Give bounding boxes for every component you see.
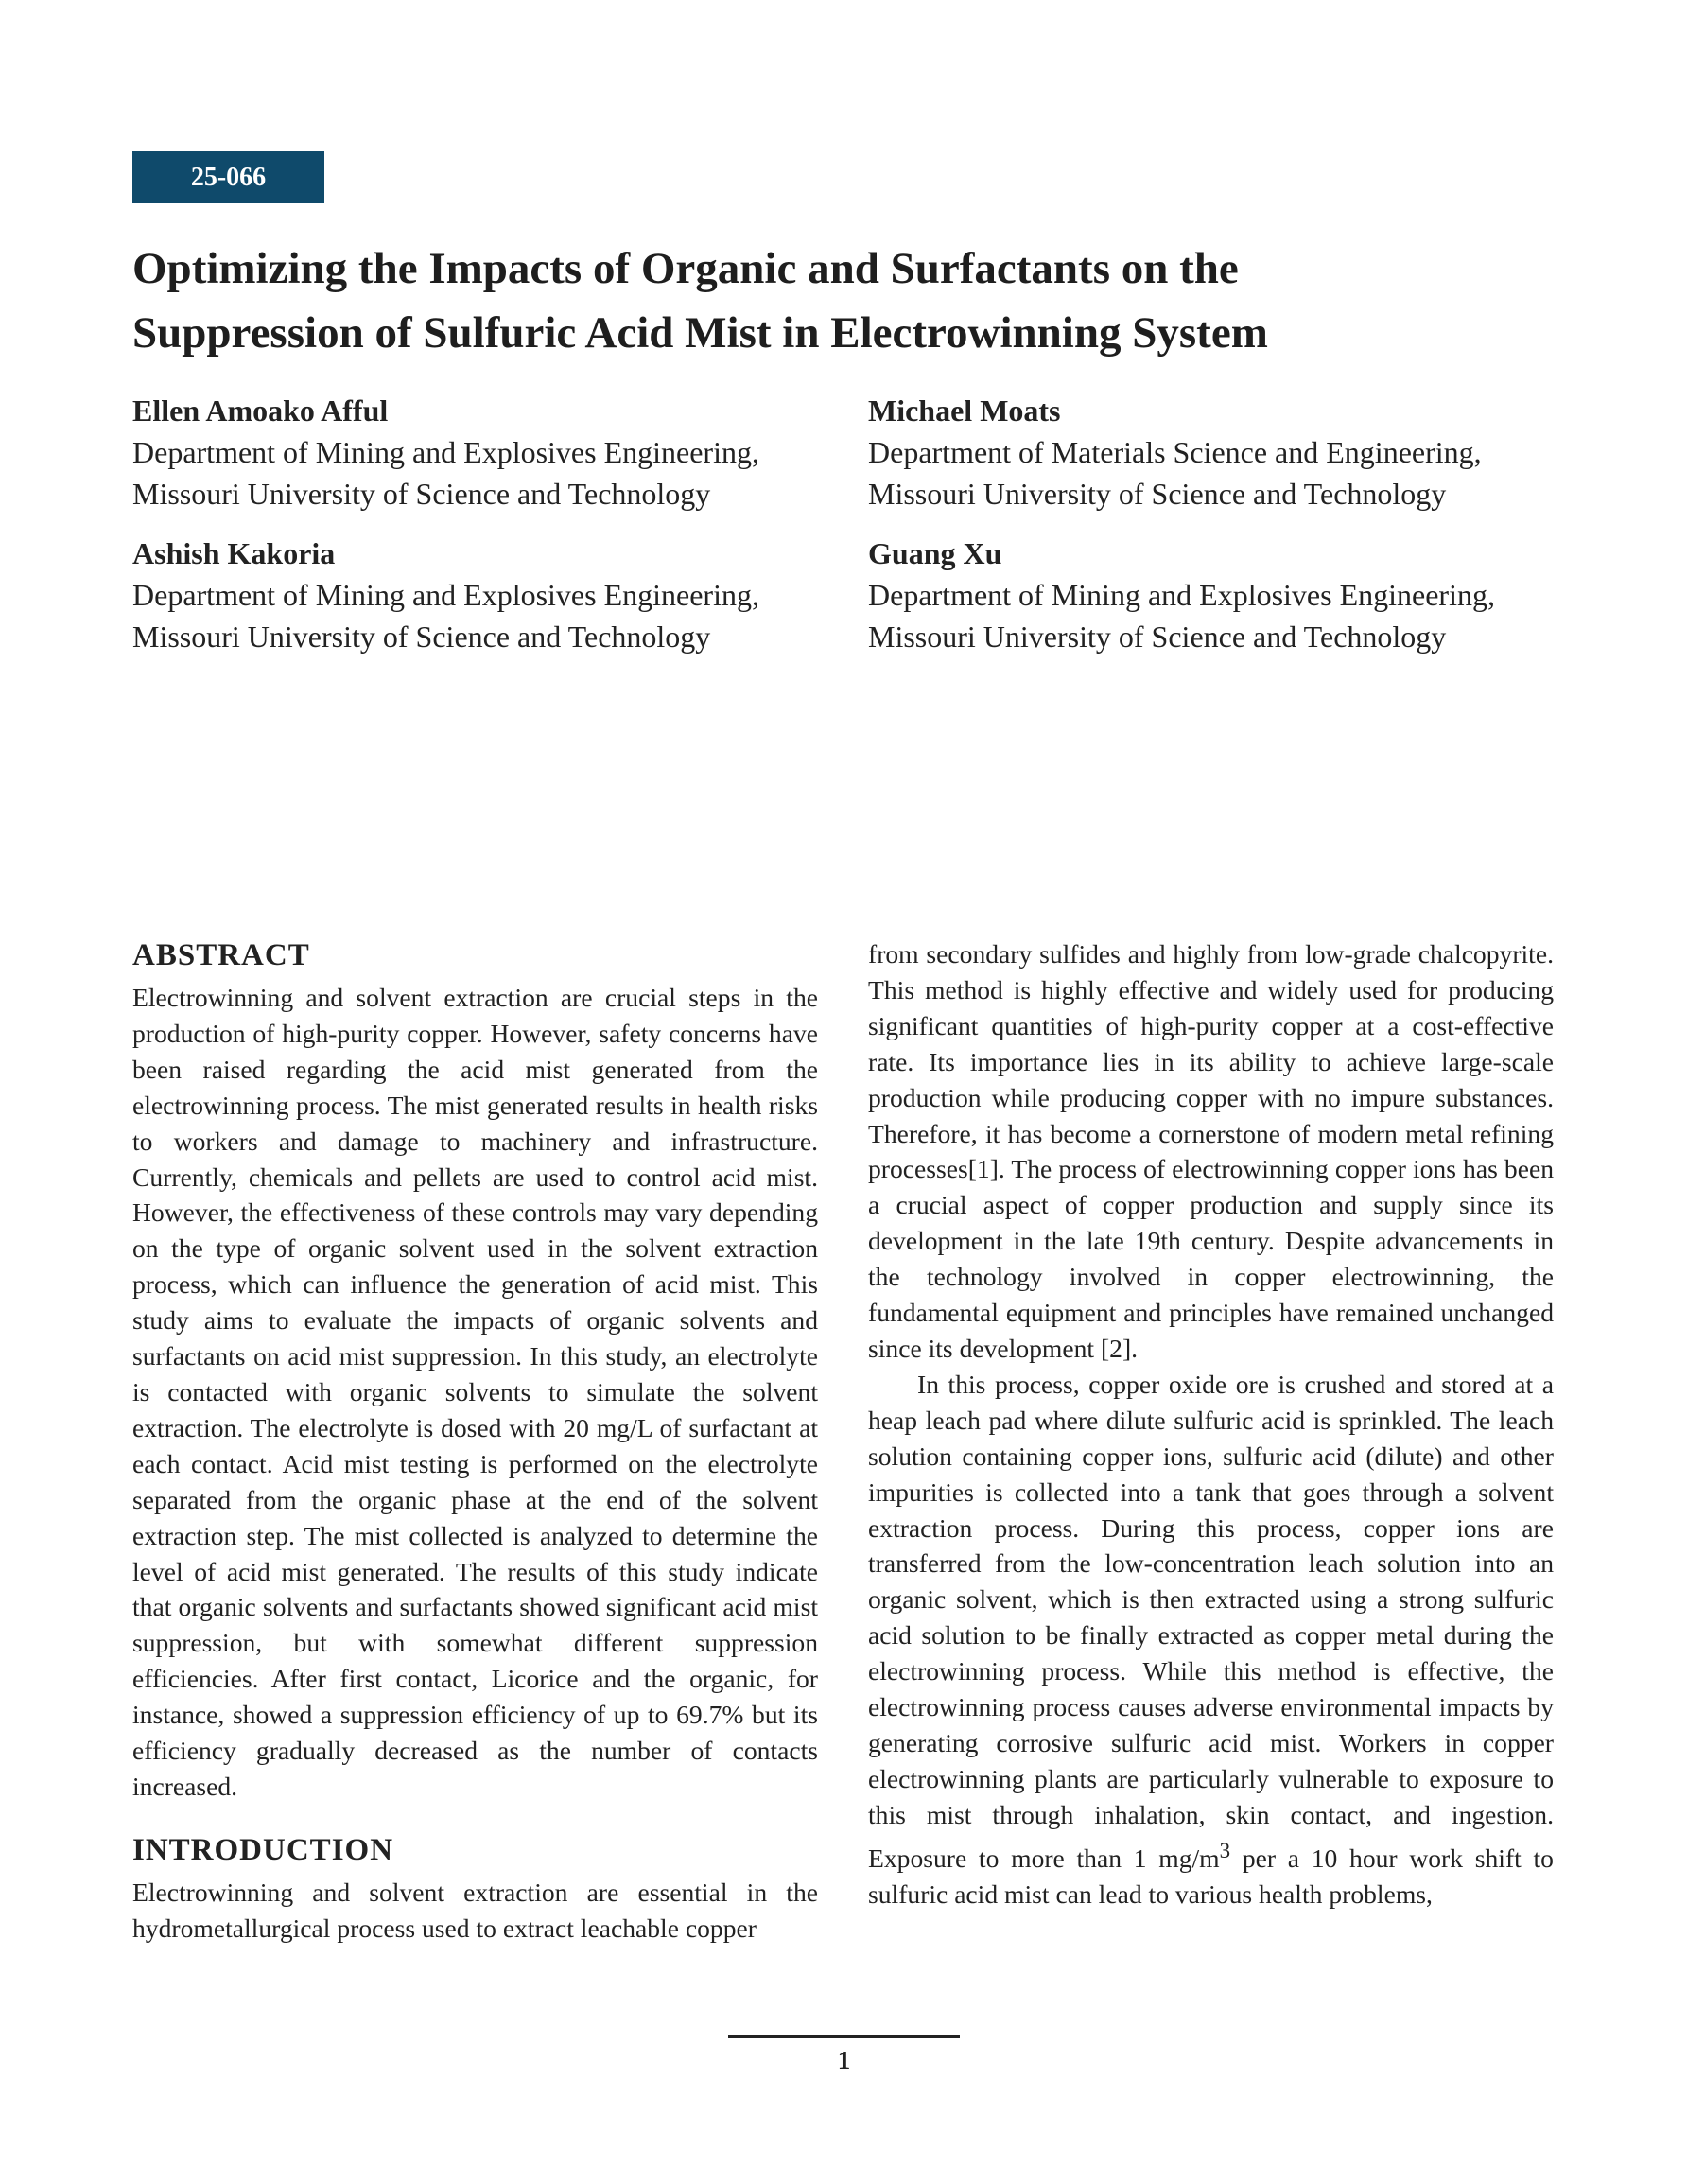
title-line-2: Suppression of Sulfuric Acid Mist in Electrowinning System bbox=[132, 308, 1268, 358]
paper-title bbox=[132, 236, 1551, 365]
title-line-1: Optimizing the Impacts of Organic and Surfactants on the bbox=[132, 244, 1239, 293]
abstract-heading: ABSTRACT bbox=[132, 938, 310, 972]
author-institution: Missouri University of Science and Technology bbox=[868, 477, 1447, 511]
superscript-3: 3 bbox=[1219, 1838, 1231, 1862]
introduction-heading: INTRODUCTION bbox=[132, 1832, 394, 1867]
intro-paragraph-1-start: Electrowinning and solvent extraction are essential in the hydrometallurgical process used to extract leachable copper bbox=[132, 1877, 818, 1943]
author-affiliation: Department of Mining and Explosives Engineering, bbox=[868, 578, 1495, 612]
intro-paragraph-2-tail: per a 10 hour work shift to sulfuric acid mist can lead to various health problems, bbox=[868, 1843, 1554, 1909]
author-name: Michael Moats bbox=[868, 393, 1061, 428]
page-number: 1 bbox=[837, 2046, 851, 2074]
author-block-4 bbox=[868, 533, 1568, 657]
abstract-text: Electrowinning and solvent extraction are crucial steps in the production of high-purity copper. However, safety concerns have been raised regarding the acid mist generated from the electrowinning process. The mist generated results in health risks to workers and damage to machinery and infrastructure. Currently, chemicals and pellets are used to control acid mist. However, the effectiveness of these controls may vary depending on the type of organic solvent used in the solvent extraction process, which can influence the generation of acid mist. This study aims to evaluate the impacts of organic solvents and surfactants on acid mist suppression. In this study, an electrolyte is contacted with organic solvents to simulate the solvent extraction. The electrolyte is dosed with 20 mg/L of surfactant at each contact. Acid mist testing is performed on the electrolyte separated from the organic phase at the end of the solvent extraction step. The mist collected is analyzed to determine the level of acid mist generated. The results of this study indicate that organic solvents and surfactants showed significant acid mist suppression, but with somewhat different suppression efficiencies. After first contact, Licorice and the organic, for instance, showed a suppression efficiency of up to 69.7% but its efficiency gradually decreased as the number of contacts increased. bbox=[132, 983, 818, 1801]
author-block-2 bbox=[868, 390, 1568, 515]
paper-id-badge: 25-066 bbox=[132, 151, 324, 203]
author-affiliation: Department of Mining and Explosives Engineering, bbox=[132, 578, 759, 612]
author-institution: Missouri University of Science and Technology bbox=[132, 620, 711, 654]
right-column bbox=[868, 936, 1554, 1913]
left-column bbox=[132, 936, 818, 1947]
author-name: Guang Xu bbox=[868, 536, 1002, 570]
author-name: Ellen Amoako Afful bbox=[132, 393, 389, 428]
intro-paragraph-2 bbox=[868, 1367, 1554, 1913]
intro-paragraph-2-text: In this process, copper oxide ore is crushed and stored at a heap leach pad where dilute sulfuric acid is sprinkled. The leach solution containing copper ions, sulfuric acid (dilute) and other impurities is collected into a tank that goes through a solvent extraction process. During this process, copper ions are transferred from the low-concentration leach solution into an organic solvent, which is then extracted using a strong sulfuric acid solution to be finally extracted as copper metal during the electrowinning process. While this method is effective, the electrowinning process causes adverse environmental impacts by generating corrosive sulfuric acid mist. Workers in copper electrowinning plants are particularly vulnerable to exposure to this mist through inhalation, skin contact, and ingestion. Exposure to more than 1 mg/m bbox=[868, 1369, 1554, 1873]
author-affiliation: Department of Mining and Explosives Engineering, bbox=[132, 435, 759, 469]
intro-paragraph-1-cont: from secondary sulfides and highly from low-grade chalcopyrite. This method is highly effective and widely used for producing significant quantities of high-purity copper at a cost-effective rate. Its importance lies in its ability to achieve large-scale production while producing copper with no impure substances. Therefore, it has become a cornerstone of modern metal refining processes[1]. The process of electrowinning copper ions has been a crucial aspect of copper production and supply since its development in the late 19th century. Despite advancements in the technology involved in copper electrowinning, the fundamental equipment and principles have remained unchanged since its development [2]. bbox=[868, 939, 1554, 1363]
author-block-3 bbox=[132, 533, 832, 657]
author-affiliation: Department of Materials Science and Engineering, bbox=[868, 435, 1482, 469]
author-block-1 bbox=[132, 390, 832, 515]
author-name: Ashish Kakoria bbox=[132, 536, 336, 570]
author-institution: Missouri University of Science and Technology bbox=[132, 477, 711, 511]
author-institution: Missouri University of Science and Technology bbox=[868, 620, 1447, 654]
footer-rule bbox=[728, 2035, 960, 2038]
